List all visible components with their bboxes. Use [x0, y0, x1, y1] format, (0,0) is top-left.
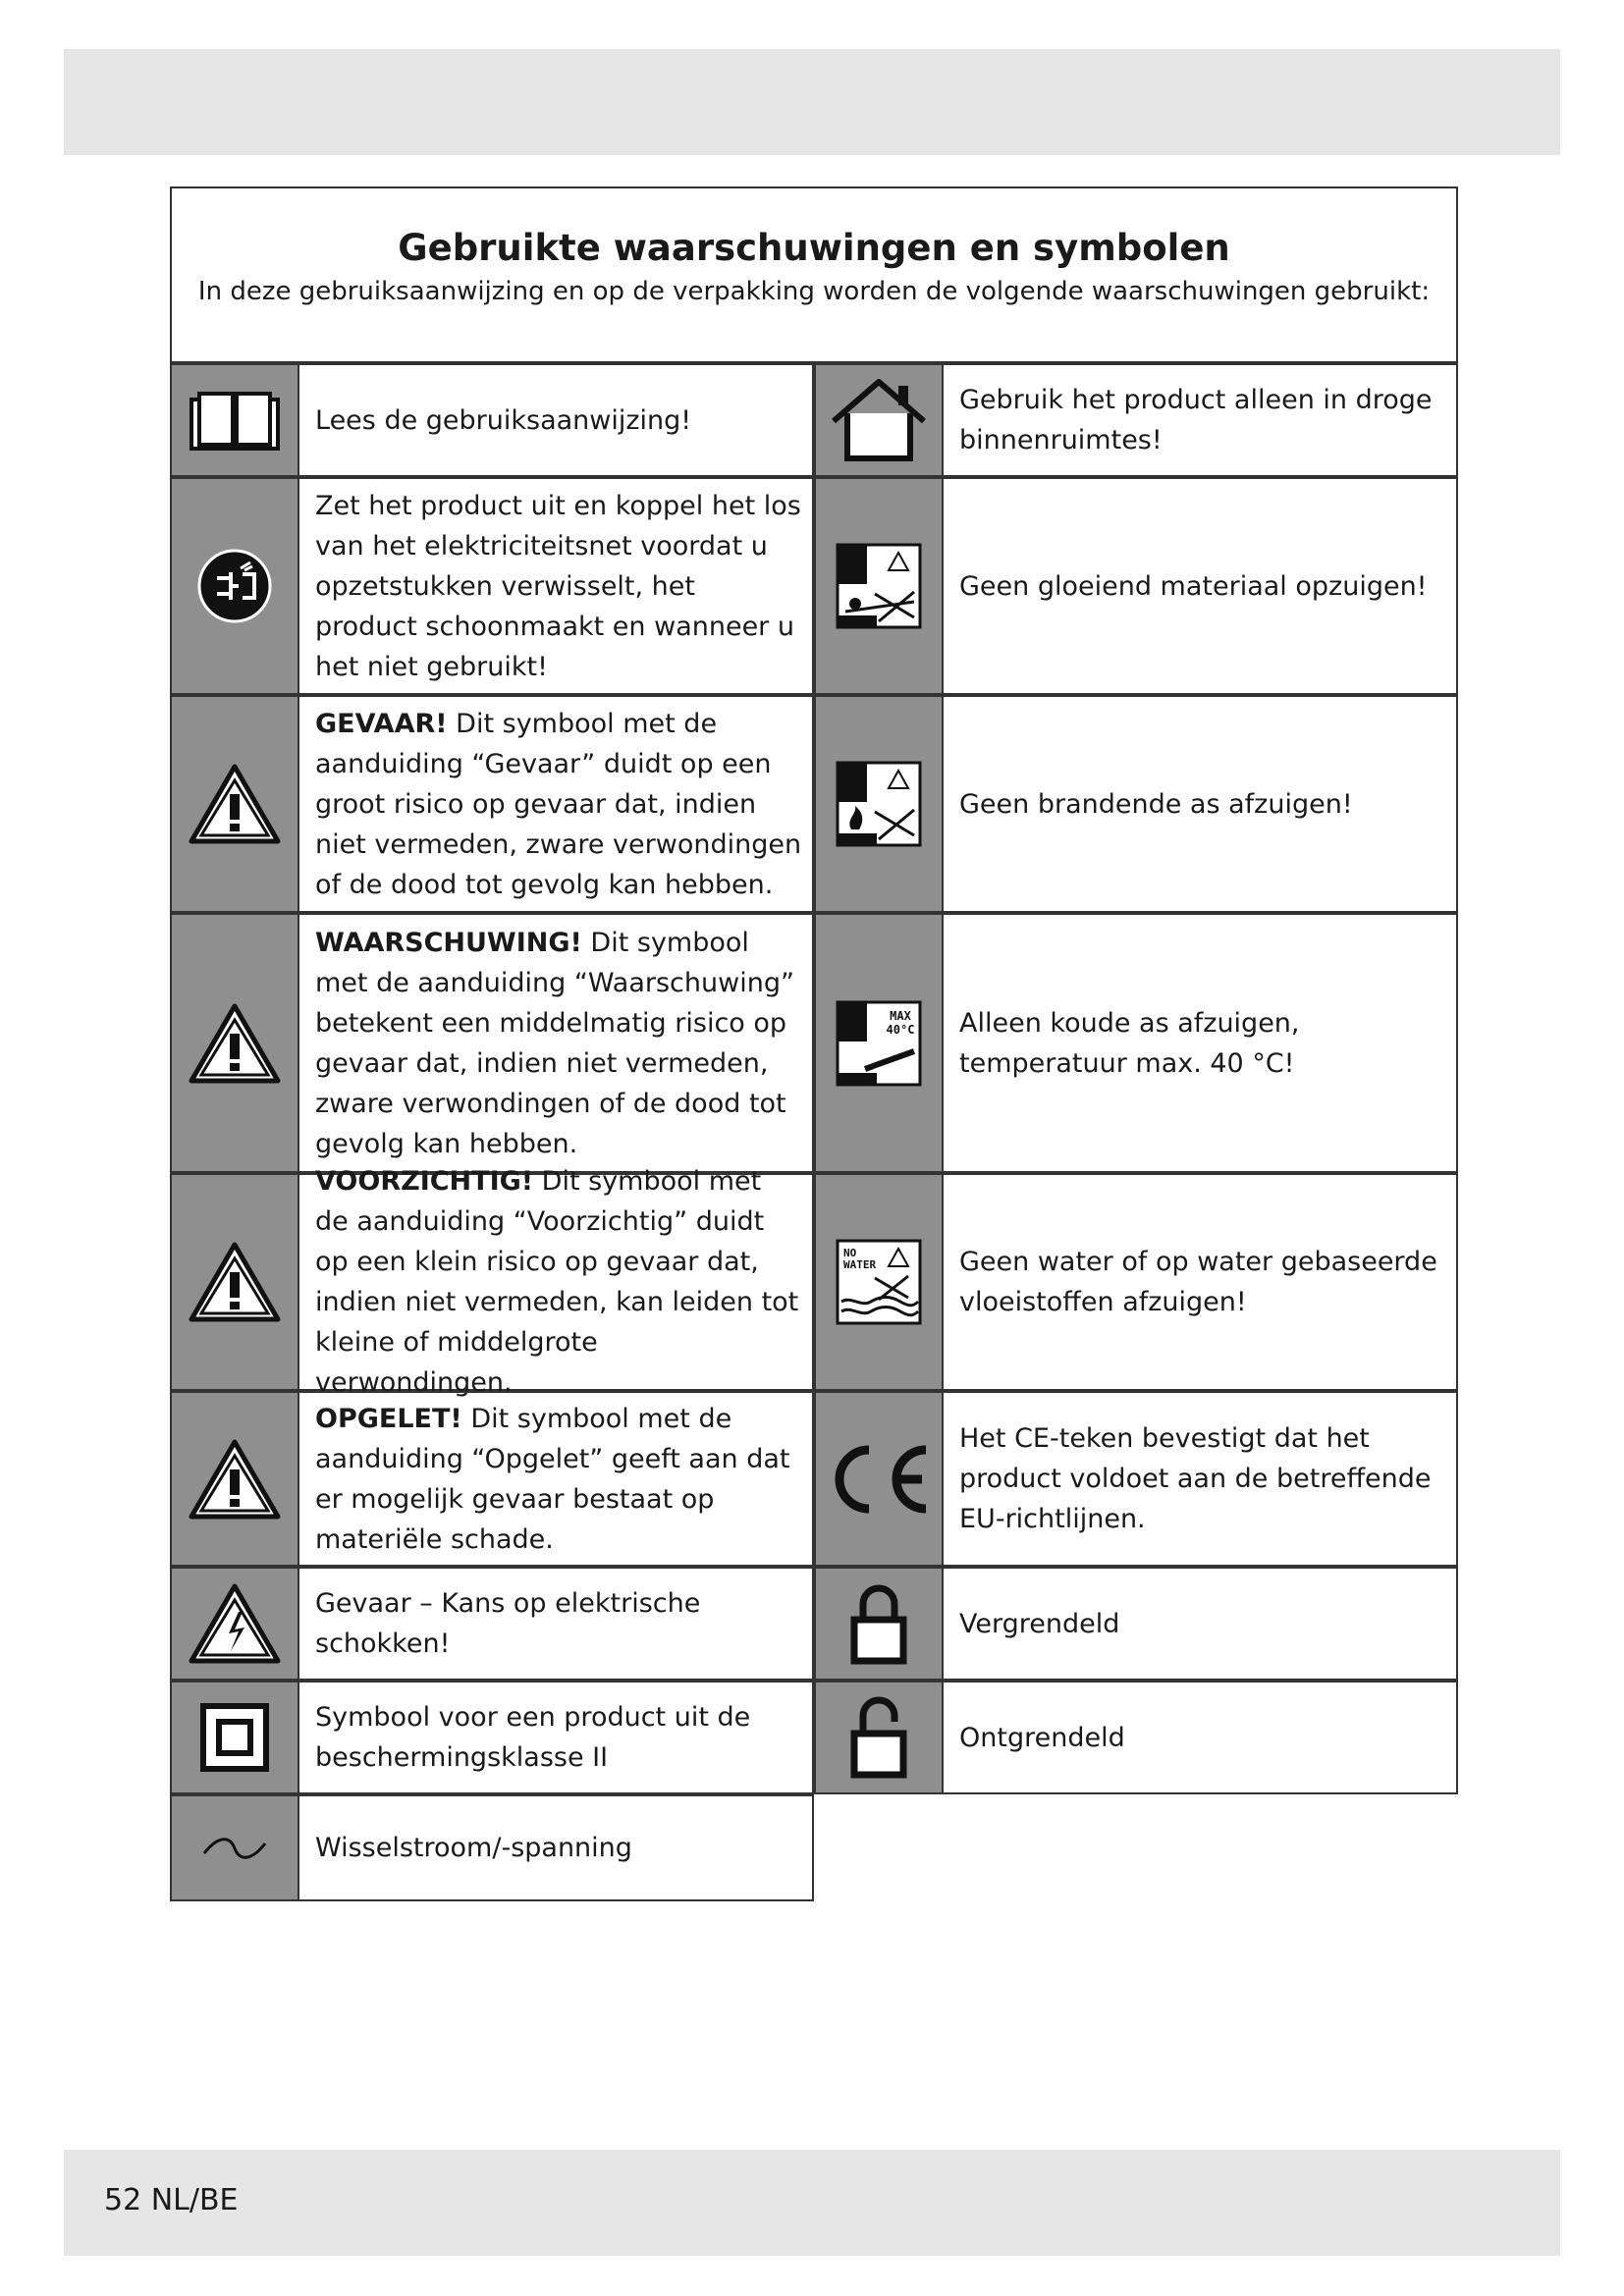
symbol-row-class-ii [170, 1681, 814, 1794]
symbol-row-locked [814, 1567, 1458, 1681]
page-number: 52 NL/BE [104, 2183, 239, 2217]
symbol-description: Wisselstroom/-spanning [315, 1833, 632, 1863]
symbol-description: Geen brandende as afzuigen! [959, 788, 1353, 820]
no-glowing-material-icon [816, 479, 944, 693]
symbol-description: Gebruik het product alleen in droge binnenruimtes! [959, 385, 1433, 455]
header-band [64, 49, 1560, 155]
symbol-row-warning [170, 913, 814, 1173]
class-ii-icon [172, 1682, 299, 1792]
no-burning-ash-icon [816, 697, 944, 911]
no-water-icon [816, 1175, 944, 1389]
symbol-row-electric-shock [170, 1567, 814, 1681]
footer-band [64, 2150, 1560, 2256]
symbol-row-alternating-current [170, 1794, 814, 1901]
symbol-description: Gevaar – Kans op elektrische schokken! [315, 1588, 701, 1659]
symbol-description: Alleen koude as afzuigen, temperatuur max. 40 °C! [959, 1007, 1300, 1079]
symbol-row-cold-ash-only [814, 913, 1458, 1173]
symbol-bold-label: GEVAAR! [315, 708, 448, 739]
symbol-row-ce-mark [814, 1391, 1458, 1567]
no-label: NO [843, 1247, 857, 1259]
symbol-description: Geen water of op water gebaseerde vloeistoffen afzuigen! [959, 1247, 1437, 1317]
alternating-current-icon [172, 1796, 299, 1899]
page-title: Gebruikte waarschuwingen en symbolen [398, 227, 1230, 269]
symbol-description: Dit symbool met de aanduiding “Opgelet” geeft aan dat er mogelijk gevaar bestaat op materiële schade. [315, 1403, 790, 1555]
house-icon [816, 365, 944, 475]
unplug-icon [172, 479, 299, 693]
symbol-row-no-burning-ash [814, 695, 1458, 913]
symbol-description: Dit symbool met de aanduiding “Waarschuwing” betekent een middelmatig risico op gevaar dat, indien niet vermeden, zware verwondingen of de dood tot gevolg kan hebben. [315, 927, 794, 1159]
symbol-row-attention [170, 1391, 814, 1567]
symbol-row-no-glowing-material [814, 477, 1458, 695]
temperature-label: 40°C [886, 1022, 915, 1037]
unlocked-icon [816, 1682, 944, 1792]
warning-triangle-icon [172, 915, 299, 1171]
symbol-description: Ontgrendeld [959, 1722, 1125, 1753]
max-label: MAX [890, 1008, 911, 1023]
symbol-row-caution [170, 1166, 814, 1398]
symbol-row-unplug [170, 477, 814, 695]
symbol-description: Symbool voor een product uit de beschermingsklasse II [315, 1702, 751, 1773]
symbol-row-read-manual [170, 363, 814, 477]
electric-shock-icon [172, 1569, 299, 1679]
symbol-bold-label: OPGELET! [315, 1403, 462, 1434]
symbol-description: Dit symbool met de aanduiding “Gevaar” duidt op een groot risico op gevaar dat, indien niet vermeden, zware verwondingen of de dood tot gevolg kan hebben. [315, 708, 802, 900]
symbol-bold-label: VOORZICHTIG! [315, 1166, 534, 1197]
symbol-description: Zet het product uit en koppel het los van het elektriciteitsnet voordat u opzetstukken verwisselt, het product schoonmaakt en wanneer u het niet gebruikt! [315, 490, 801, 682]
symbol-description: Dit symbool met de aanduiding “Voorzichtig” duidt op een klein risico op gevaar dat, indien niet vermeden, kan leiden tot kleine of middelgrote verwondingen. [315, 1166, 799, 1398]
warning-triangle-icon [172, 697, 299, 911]
warning-triangle-icon [172, 1175, 299, 1389]
symbol-description: Vergrendeld [959, 1608, 1120, 1639]
symbol-row-unlocked [814, 1681, 1458, 1794]
locked-icon [816, 1569, 944, 1679]
max-temperature-icon [816, 915, 944, 1171]
section-header [170, 187, 1458, 363]
symbol-row-no-water [814, 1173, 1458, 1391]
symbol-description: Geen gloeiend materiaal opzuigen! [959, 570, 1428, 602]
water-label: WATER [843, 1258, 877, 1271]
page-subtitle: In deze gebruiksaanwijzing en op de verpakking worden de volgende waarschuwingen gebruikt: [197, 277, 1431, 306]
warning-triangle-icon [172, 1393, 299, 1565]
symbol-row-danger [170, 695, 814, 913]
symbol-description: Lees de gebruiksaanwijzing! [315, 404, 692, 436]
ce-mark-icon [816, 1393, 944, 1565]
symbol-bold-label: WAARSCHUWING! [315, 927, 582, 958]
book-icon [172, 365, 299, 475]
symbol-description: Het CE-teken bevestigt dat het product voldoet aan de betreffende EU-richtlijnen. [959, 1423, 1432, 1534]
symbol-row-indoor-use [814, 363, 1458, 477]
